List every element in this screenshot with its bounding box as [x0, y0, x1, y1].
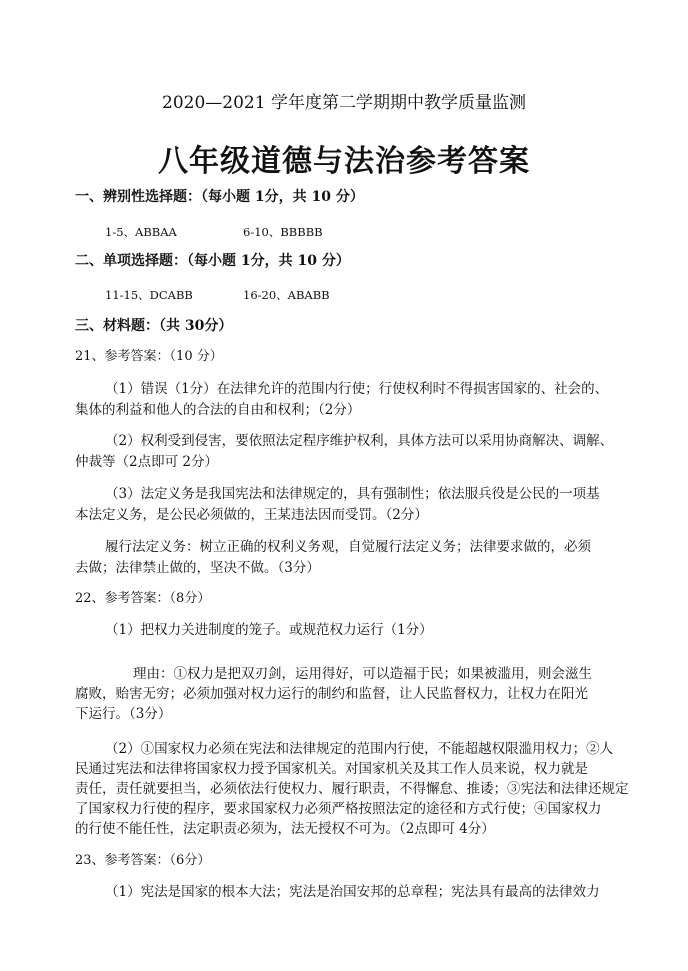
q22-part2-line4: 了国家权力行使的程序，要求国家权力必须严格按照法定的途径和方式行使；④国家权力	[75, 801, 602, 817]
q22-part2-line5: 的行使不能任性，法定职责必须为，法无授权不可为。（2点即可 4分）	[75, 821, 495, 837]
q22-reason-line2: 腐败，贻害无穷；必须加强对权力运行的制约和监督，让人民监督权力，让权力在阳光	[75, 686, 588, 702]
q21-part4-line1: 履行法定义务：树立正确的权利义务观，自觉履行法定义务；法律要求做的，必须	[105, 539, 591, 555]
q23-label: 23、参考答案：（6分）	[75, 853, 211, 868]
q22-label: 22、参考答案：（8分）	[75, 591, 211, 606]
section-3-heading: 三、材料题：（共 30分）	[75, 318, 233, 334]
q21-part1-line2: 集体的利益和他人的合法的自由和权利；（2分）	[75, 402, 361, 418]
q22-part2-line2: 民通过宪法和法律将国家权力授予国家机关。对国家机关及其工作人员来说，权力就是	[75, 761, 588, 777]
q22-part1: （1）把权力关进制度的笼子。或规范权力运行（1分）	[105, 622, 433, 638]
section-2-answers-a: 11-15、DCABB	[105, 288, 193, 302]
q21-part2-line2: 仲裁等（2点即可 2分）	[75, 454, 218, 470]
q23-part1-line1: （1）宪法是国家的根本大法；宪法是治国安邦的总章程；宪法具有最高的法律效力	[105, 884, 600, 900]
document-title: 八年级道德与法治参考答案	[158, 144, 530, 179]
section-2-answers-b: 16-20、ABABB	[243, 288, 330, 302]
q22-reason-line1: 理由：①权力是把双刃剑，运用得好，可以造福于民；如果被滥用，则会滋生	[133, 666, 592, 682]
section-2-heading: 二、单项选择题：（每小题 1分，共 10 分）	[75, 253, 350, 269]
q21-part3-line1: （3）法定义务是我国宪法和法律规定的，具有强制性；依法服兵役是公民的一项基	[105, 486, 600, 502]
q22-part2-line1: （2）①国家权力必须在宪法和法律规定的范围内行使，不能超越权限滥用权力；②人	[105, 741, 614, 757]
q21-part1-line1: （1）错误（1分）在法律允许的范围内行使；行使权利时不得损害国家的、社会的、	[105, 381, 609, 397]
q21-part4-line2: 去做；法律禁止做的，坚决不做。（3分）	[75, 560, 320, 576]
q22-part2-line3: 责任，责任就要担当，必须依法行使权力、履行职责，不得懈怠、推诿；③宪法和法律还规定	[75, 781, 629, 797]
q21-label: 21、参考答案：（10 分）	[75, 349, 223, 364]
section-1-answers-a: 1-5、ABBAA	[105, 225, 177, 239]
q22-reason-line3: 下运行。（3分）	[75, 706, 172, 722]
section-1-answers-b: 6-10、BBBBB	[243, 225, 323, 239]
q21-part2-line1: （2）权利受到侵害，要依照法定程序维护权利，具体方法可以采用协商解决、调解、	[105, 433, 614, 449]
section-1-heading: 一、辨别性选择题：（每小题 1分，共 10 分）	[75, 189, 364, 205]
exam-subtitle: 2020—2021 学年度第二学期期中教学质量监测	[162, 93, 526, 113]
q21-part3-line2: 本法定义务，是公民必须做的，王某违法因而受罚。（2分）	[75, 507, 428, 523]
